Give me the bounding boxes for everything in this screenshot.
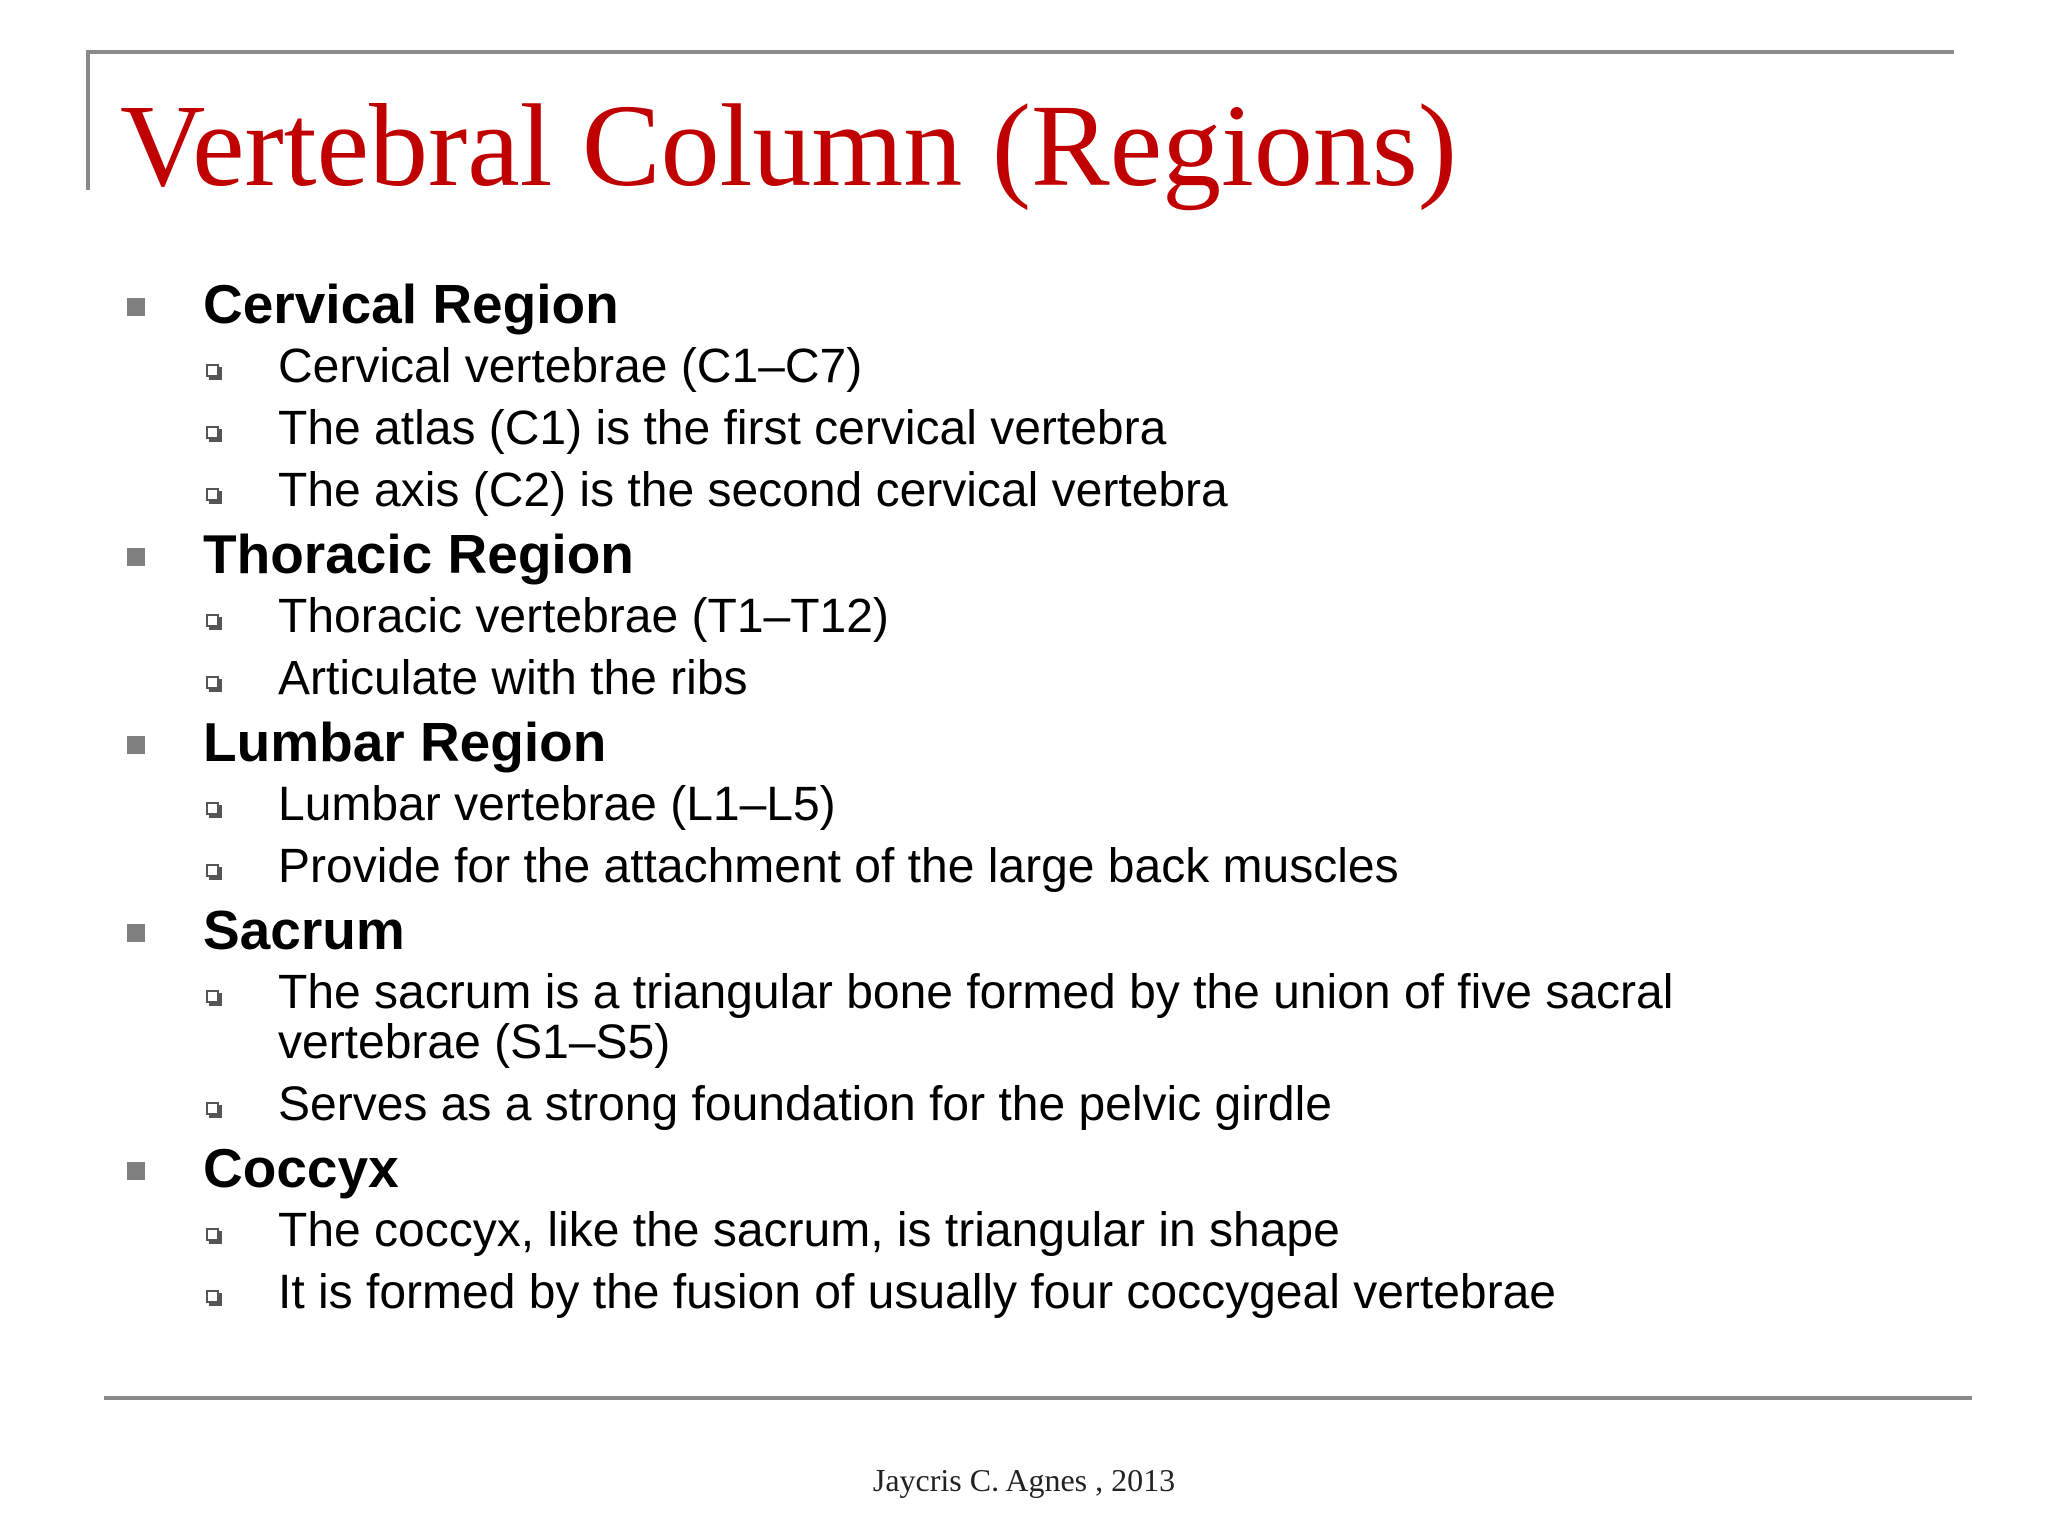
hollow-square-bullet-icon xyxy=(206,364,219,377)
list-item-text: It is formed by the fusion of usually four coccygeal vertebrae xyxy=(278,1266,1556,1319)
square-bullet-icon xyxy=(127,924,145,942)
left-frame-line xyxy=(86,50,90,190)
list-item xyxy=(278,774,1798,836)
list-item xyxy=(278,962,1798,1074)
list-item xyxy=(278,1262,1798,1324)
list-item xyxy=(278,460,1798,522)
list-item xyxy=(278,836,1798,898)
list-item-text: Cervical vertebrae (C1–C7) xyxy=(278,340,863,393)
list-item-text: The atlas (C1) is the first cervical vertebra xyxy=(278,402,1167,455)
list-item xyxy=(278,648,1798,710)
hollow-square-bullet-icon xyxy=(206,990,219,1003)
hollow-square-bullet-icon xyxy=(206,1290,219,1303)
list-item-text: Serves as a strong foundation for the pelvic girdle xyxy=(278,1078,1332,1131)
bottom-divider-line xyxy=(104,1396,1972,1400)
list-item xyxy=(278,398,1798,460)
hollow-square-bullet-icon xyxy=(206,488,219,501)
slide-title: Vertebral Column (Regions) xyxy=(120,80,1458,211)
list-item-text: Lumbar vertebrae (L1–L5) xyxy=(278,778,836,831)
list-item-text: The coccyx, like the sacrum, is triangular in shape xyxy=(278,1204,1340,1257)
section-heading-coccyx xyxy=(203,1136,2048,1200)
list-item-text: The sacrum is a triangular bone formed by the union of five sacral vertebrae (S1–S5) xyxy=(278,966,1674,1069)
hollow-square-bullet-icon xyxy=(206,676,219,689)
hollow-square-bullet-icon xyxy=(206,426,219,439)
section-heading-text: Thoracic Region xyxy=(203,523,634,585)
section-heading-text: Coccyx xyxy=(203,1137,399,1199)
list-item-text: Articulate with the ribs xyxy=(278,652,748,705)
square-bullet-icon xyxy=(127,548,145,566)
list-item-text: The axis (C2) is the second cervical vertebra xyxy=(278,464,1228,517)
list-item xyxy=(278,1200,1798,1262)
hollow-square-bullet-icon xyxy=(206,1102,219,1115)
slide-footer: Jaycris C. Agnes , 2013 xyxy=(872,1462,1176,1498)
list-item xyxy=(278,336,1798,398)
section-heading-text: Lumbar Region xyxy=(203,711,607,773)
section-heading-cervical xyxy=(203,272,2048,336)
section-heading-lumbar xyxy=(203,710,2048,774)
list-item xyxy=(278,586,1798,648)
hollow-square-bullet-icon xyxy=(206,1228,219,1241)
section-heading-text: Sacrum xyxy=(203,899,405,961)
top-frame-line xyxy=(86,50,1954,54)
slide-content xyxy=(0,272,2048,1324)
list-item-text: Provide for the attachment of the large back muscles xyxy=(278,840,1399,893)
section-heading-text: Cervical Region xyxy=(203,273,619,335)
square-bullet-icon xyxy=(127,736,145,754)
hollow-square-bullet-icon xyxy=(206,614,219,627)
hollow-square-bullet-icon xyxy=(206,864,219,877)
section-heading-sacrum xyxy=(203,898,2048,962)
list-item-text: Thoracic vertebrae (T1–T12) xyxy=(278,590,889,643)
section-heading-thoracic xyxy=(203,522,2048,586)
hollow-square-bullet-icon xyxy=(206,802,219,815)
square-bullet-icon xyxy=(127,298,145,316)
list-item xyxy=(278,1074,1798,1136)
square-bullet-icon xyxy=(127,1162,145,1180)
